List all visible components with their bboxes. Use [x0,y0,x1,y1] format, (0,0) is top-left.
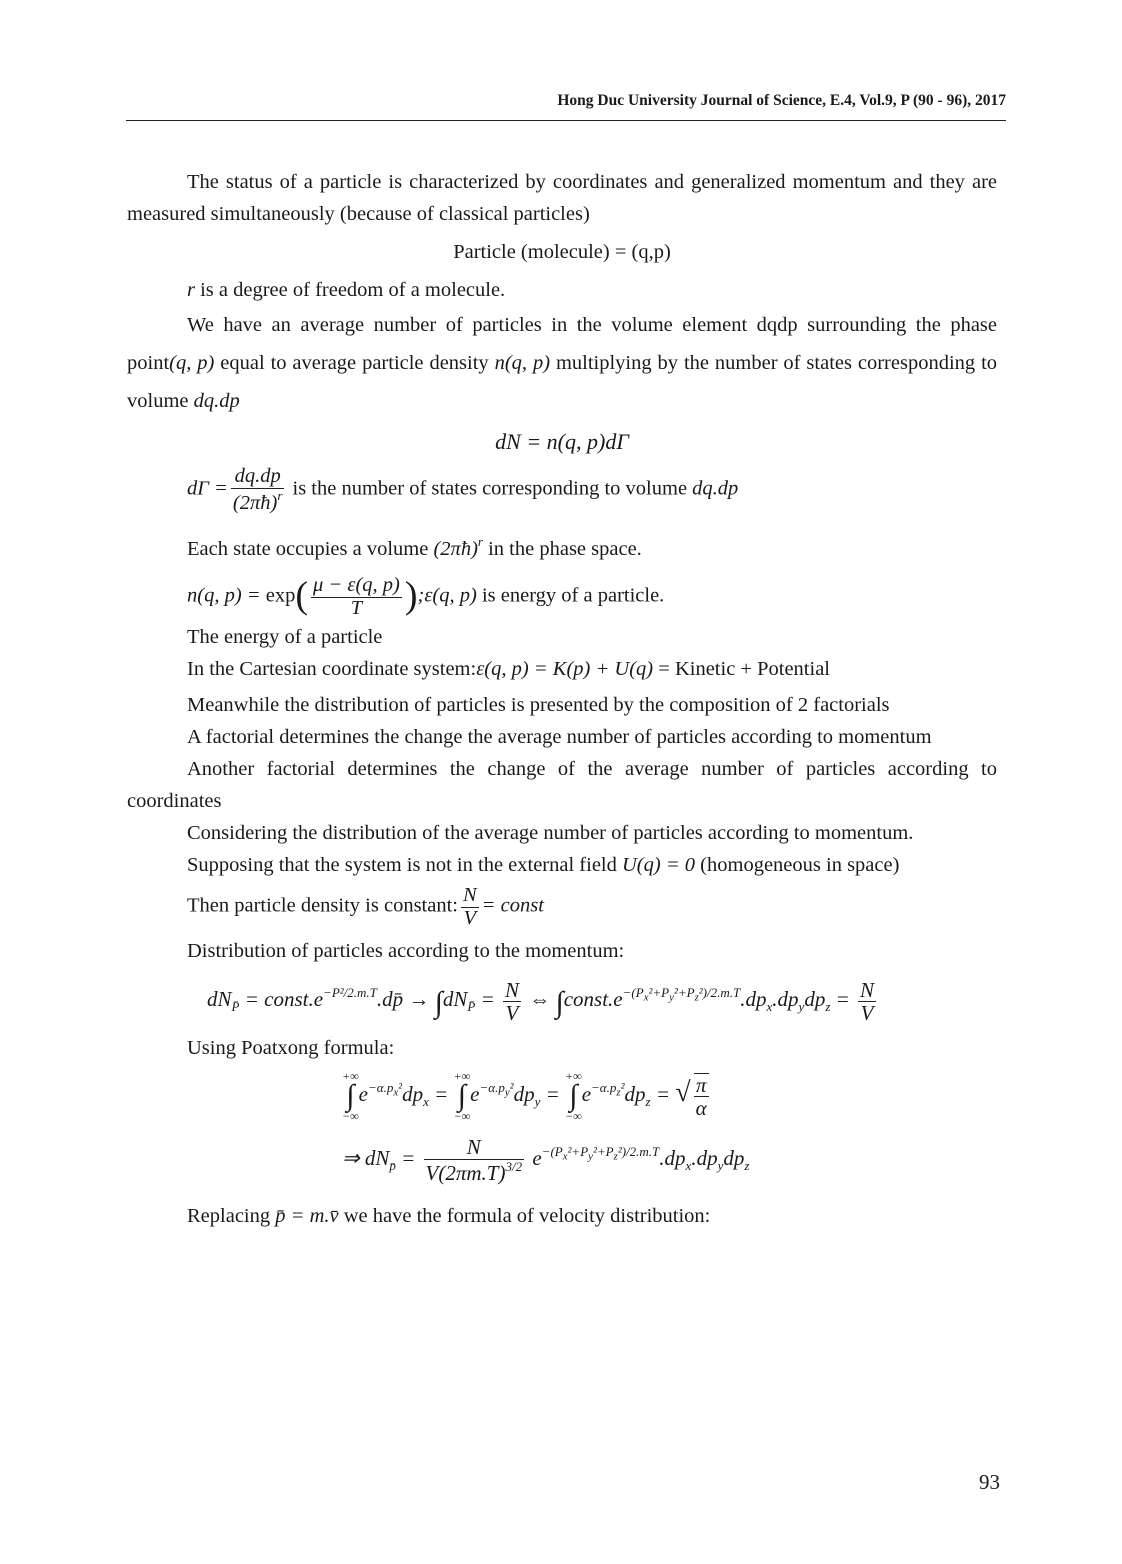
paragraph-density-constant: Then particle density is constant: $\frac{N}{V}$ = const [187,884,544,929]
equation-dN: dN = n(q, p)dΓ [495,429,629,454]
equation-gaussian-integral: +∞ ∫ $-\infty e^{-\alpha.p_x^2}dp_x$ = +∞ ∫ $-\infty e^{-\alpha.p_y^2}dp_y$ = +∞ ∫ $-\infty e^{-\alpha.p_z^2}dp_z$ = √ $\frac{\pi}{\alpha}$ [342,1068,707,1123]
paragraph-replacing: Replacing p̄ = m.v̄ we have the formula of velocity distribution: [187,1204,711,1227]
journal-header: Hong Duc University Journal of Science, E.4, Vol.9, P (90 - 96), 2017 [557,92,1006,109]
particle-definition: Particle (molecule) = (q,p) [453,241,671,263]
paragraph-state-volume: Each state occupies a volume (2πħ)$^r$ in the phase space. [187,534,642,561]
paragraph-average-number: We have an average number of particles in the volume element dqdp surrounding the phase point(q, p) equal to average particle density n(q, p) multiplying by the number of states corresponding to volume dq.dp [127,314,998,412]
equation-momentum-distribution: $dN_{P̄}$ = $const.e^{-P^2/2.m.T}.dp̄ \to \int dN_{P̄}$ = $\frac{N}{V}$ ⇔ $\int const.e^{-(P_x^2+P_y^2+P_z^2)/2.m.T}.dp_x.dp_ydp_z$ = $\frac{N}{V}$ [207,977,875,1025]
paragraph-considering: Considering the distribution of the average number of particles according to momentum. [187,822,914,845]
paragraph-supposing: Supposing that the system is not in the external field U(q) = 0 (homogeneous in space) [187,854,900,877]
paragraph-energy: The energy of a particle [187,626,383,649]
paragraph-factorial-coordinates: Another factorial determines the change of the average number of particles according to coordinates [127,758,997,813]
paragraph-occupation: n(q, p) = exp( $\frac{\mu - \varepsilon(q, p)}{T}$ );ε(q, p) is energy of a particle. [187,574,665,619]
paragraph-cartesian: In the Cartesian coordinate system:ε(q, p) = K(p) + U(q) = Kinetic + Potential [187,658,830,681]
paragraph-distribution-momentum: Distribution of particles according to the momentum: [187,940,625,963]
page-body [127,166,997,1232]
page-number: 93 [979,1470,1000,1494]
paragraph-status: The status of a particle is characterized by coordinates and generalized momentum and they are measured simultaneously (because of classical particles) [127,171,997,225]
equation-dN-result: ⇒ $dN_{p̄}$ = $\frac{N}{V(2\pi m.T)^{3/2}}$ $e^{-(P_x^2+P_y^2+P_z^2)/2.m.T}.dp_x.dp_ydp_z$ [342,1135,750,1185]
header-rule [126,120,1006,121]
paragraph-factorial-momentum: A factorial determines the change the average number of particles according to momentum [187,726,932,749]
paragraph-meanwhile: Meanwhile the distribution of particles is presented by the composition of 2 factorials [187,694,890,717]
paragraph-dGamma: dΓ = $\frac{dq.dp}{(2\pi ħ)^r}$ is the number of states corresponding to volume dq.dp [187,465,739,514]
paragraph-degree-freedom: r is a degree of freedom of a molecule. [187,279,506,301]
paragraph-poatxong: Using Poatxong formula: [187,1036,395,1059]
